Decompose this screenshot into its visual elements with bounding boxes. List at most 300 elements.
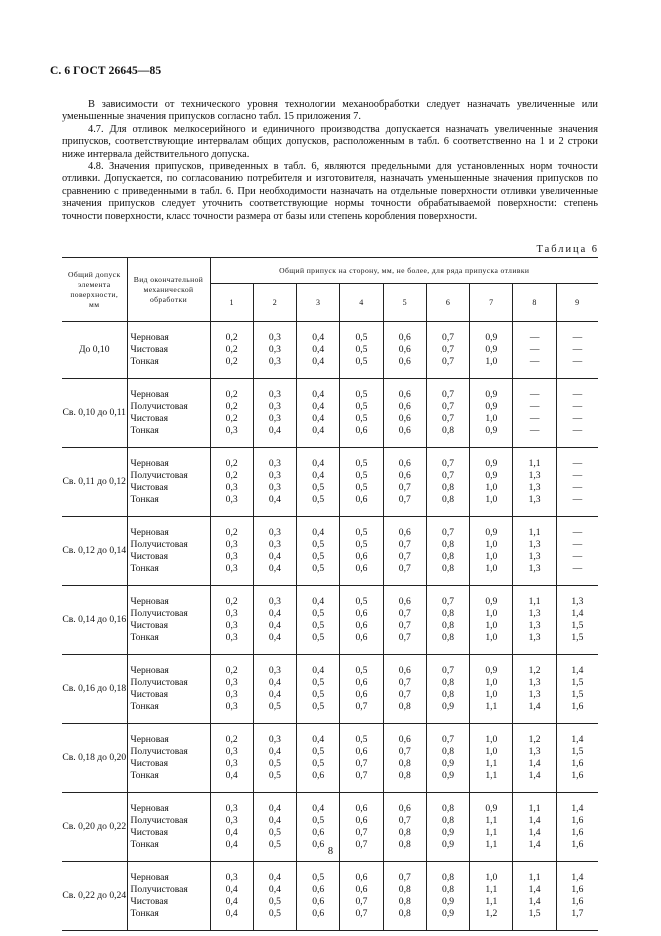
allowance-value-cell: 0,3 bbox=[253, 413, 296, 425]
table-row bbox=[62, 425, 598, 437]
col-header-allowance: Общий припуск на сторону, мм, не более, для ряда припуска отливки bbox=[210, 258, 598, 284]
allowance-value-cell: 0,3 bbox=[210, 539, 253, 551]
allowance-value-cell: 1,2 bbox=[513, 734, 556, 746]
allowance-value-cell: 0,9 bbox=[426, 827, 469, 839]
table-row bbox=[62, 896, 598, 908]
allowance-value-cell: 0,6 bbox=[340, 872, 383, 884]
allowance-value-cell: 0,3 bbox=[253, 458, 296, 470]
allowance-value-cell: 0,9 bbox=[426, 908, 469, 920]
allowance-value-cell: 0,6 bbox=[383, 356, 426, 368]
allowance-value-cell: 1,6 bbox=[556, 815, 598, 827]
machining-type-cell: Черновая bbox=[127, 596, 210, 608]
allowance-value-cell: 0,9 bbox=[470, 344, 513, 356]
allowance-value-cell: 0,5 bbox=[253, 908, 296, 920]
allowance-value-cell: 0,4 bbox=[210, 908, 253, 920]
allowance-value-cell: 0,3 bbox=[253, 665, 296, 677]
allowance-value-cell: 0,4 bbox=[297, 401, 340, 413]
allowance-value-cell: 0,4 bbox=[253, 632, 296, 644]
allowance-value-cell: 0,2 bbox=[210, 389, 253, 401]
allowance-value-cell: — bbox=[556, 527, 598, 539]
table-caption: Таблица 6 bbox=[536, 244, 599, 255]
allowance-value-cell: 0,6 bbox=[383, 803, 426, 815]
allowance-value-cell: — bbox=[556, 494, 598, 506]
table-row bbox=[62, 872, 598, 884]
allowance-value-cell: 0,6 bbox=[297, 884, 340, 896]
allowance-value-cell: — bbox=[556, 458, 598, 470]
allowance-value-cell: 0,3 bbox=[210, 620, 253, 632]
allowance-value-cell: 0,8 bbox=[426, 482, 469, 494]
allowance-value-cell: 0,5 bbox=[340, 665, 383, 677]
allowance-value-cell: 0,7 bbox=[426, 527, 469, 539]
table-row bbox=[62, 356, 598, 368]
allowance-value-cell: 0,3 bbox=[210, 563, 253, 575]
allowance-value-cell: 0,6 bbox=[383, 425, 426, 437]
machining-type-cell: Тонкая bbox=[127, 494, 210, 506]
allowance-value-cell: 0,7 bbox=[383, 539, 426, 551]
allowance-value-cell: 0,6 bbox=[340, 563, 383, 575]
allowance-value-cell: 0,3 bbox=[210, 872, 253, 884]
allowance-value-cell: 0,6 bbox=[383, 458, 426, 470]
allowance-value-cell: 0,8 bbox=[426, 539, 469, 551]
paragraph-4-7: 4.7. Для отливок мелкосерийного и единичного производства допускается назначать увеличенные значения припусков, соответствующие интервалам общих допусков, расположенным в табл. 6 соответственно на 1 и 2 строки ниже интервала действительного допуска. bbox=[62, 124, 598, 160]
tolerance-cell: Св. 0,11 до 0,12 bbox=[62, 476, 126, 487]
allowance-value-cell: 0,6 bbox=[340, 608, 383, 620]
allowance-value-cell: 0,8 bbox=[383, 896, 426, 908]
allowance-value-cell: 0,8 bbox=[383, 770, 426, 782]
allowance-value-cell: 0,8 bbox=[426, 632, 469, 644]
allowance-value-cell: 0,6 bbox=[383, 470, 426, 482]
machining-type-cell: Черновая bbox=[127, 527, 210, 539]
allowance-value-cell: 0,8 bbox=[383, 701, 426, 713]
allowance-value-cell: 0,5 bbox=[340, 734, 383, 746]
allowance-value-cell: 1,3 bbox=[513, 677, 556, 689]
allowance-value-cell: 0,5 bbox=[340, 470, 383, 482]
allowance-value-cell: 1,0 bbox=[470, 677, 513, 689]
allowance-value-cell: 0,4 bbox=[297, 413, 340, 425]
allowance-value-cell: 0,7 bbox=[426, 413, 469, 425]
allowance-value-cell: 0,6 bbox=[340, 620, 383, 632]
allowance-value-cell: 0,9 bbox=[470, 332, 513, 344]
allowance-value-cell: 0,8 bbox=[426, 494, 469, 506]
allowance-value-cell: 0,5 bbox=[297, 539, 340, 551]
allowance-value-cell: 0,9 bbox=[426, 770, 469, 782]
tolerance-cell: Св. 0,22 до 0,24 bbox=[62, 890, 127, 901]
allowance-value-cell: 1,4 bbox=[513, 758, 556, 770]
allowance-value-cell: 0,6 bbox=[340, 689, 383, 701]
allowance-value-cell: 0,9 bbox=[470, 803, 513, 815]
allowance-value-cell: 0,3 bbox=[210, 815, 253, 827]
allowance-value-cell: 0,7 bbox=[426, 401, 469, 413]
table-row bbox=[62, 608, 598, 620]
column-number: 7 bbox=[470, 284, 513, 322]
machining-type-cell: Черновая bbox=[127, 665, 210, 677]
allowance-value-cell: 1,6 bbox=[556, 896, 598, 908]
allowance-value-cell: 1,2 bbox=[470, 908, 513, 920]
allowance-value-cell: 1,4 bbox=[556, 608, 598, 620]
table-row bbox=[62, 332, 598, 344]
machining-type-cell: Получистовая bbox=[127, 677, 210, 689]
allowance-value-cell: 0,9 bbox=[470, 527, 513, 539]
allowance-value-cell: 0,2 bbox=[210, 332, 253, 344]
allowance-value-cell: 0,5 bbox=[253, 839, 296, 851]
table-row bbox=[62, 620, 598, 632]
allowance-value-cell: 0,6 bbox=[383, 413, 426, 425]
allowance-value-cell: 0,3 bbox=[210, 632, 253, 644]
machining-type-cell: Получистовая bbox=[127, 401, 210, 413]
allowance-value-cell: 0,5 bbox=[340, 389, 383, 401]
allowance-value-cell: 0,8 bbox=[426, 689, 469, 701]
page-number: 8 bbox=[327, 846, 334, 857]
allowance-value-cell: 1,0 bbox=[470, 620, 513, 632]
allowance-value-cell: 1,4 bbox=[556, 734, 598, 746]
allowance-value-cell: 0,4 bbox=[297, 527, 340, 539]
allowance-value-cell: 0,6 bbox=[340, 884, 383, 896]
allowance-value-cell: — bbox=[513, 356, 556, 368]
table-row bbox=[62, 770, 598, 782]
allowance-value-cell: 0,9 bbox=[426, 839, 469, 851]
allowance-value-cell: 0,9 bbox=[426, 701, 469, 713]
allowance-value-cell: 0,4 bbox=[253, 746, 296, 758]
allowance-value-cell: 0,8 bbox=[426, 563, 469, 575]
machining-type-cell: Получистовая bbox=[127, 539, 210, 551]
machining-type-cell: Тонкая bbox=[127, 839, 210, 851]
allowance-value-cell: 0,4 bbox=[253, 494, 296, 506]
allowance-value-cell: 1,4 bbox=[513, 827, 556, 839]
allowance-value-cell: 0,9 bbox=[470, 596, 513, 608]
allowance-value-cell: 1,3 bbox=[513, 494, 556, 506]
allowance-value-cell: 0,7 bbox=[340, 896, 383, 908]
allowance-value-cell: 0,4 bbox=[210, 884, 253, 896]
machining-type-cell: Чистовая bbox=[127, 344, 210, 356]
allowance-value-cell: 1,4 bbox=[513, 815, 556, 827]
allowance-value-cell: — bbox=[556, 332, 598, 344]
column-number: 5 bbox=[383, 284, 426, 322]
allowance-value-cell: 0,8 bbox=[426, 746, 469, 758]
allowance-value-cell: 0,5 bbox=[253, 896, 296, 908]
allowance-value-cell: 1,3 bbox=[513, 470, 556, 482]
allowance-value-cell: 0,2 bbox=[210, 527, 253, 539]
machining-type-cell: Чистовая bbox=[127, 827, 210, 839]
allowance-value-cell: 0,8 bbox=[426, 608, 469, 620]
allowance-value-cell: 0,4 bbox=[253, 884, 296, 896]
allowance-value-cell: 1,3 bbox=[513, 539, 556, 551]
allowance-value-cell: 0,4 bbox=[253, 608, 296, 620]
allowance-value-cell: — bbox=[556, 551, 598, 563]
allowance-value-cell: 0,4 bbox=[297, 344, 340, 356]
allowance-value-cell: 1,0 bbox=[470, 413, 513, 425]
allowance-value-cell: 0,5 bbox=[297, 494, 340, 506]
table-row bbox=[62, 470, 598, 482]
allowance-value-cell: 0,2 bbox=[210, 356, 253, 368]
table-row bbox=[62, 527, 598, 539]
allowance-value-cell: 0,6 bbox=[297, 908, 340, 920]
allowance-value-cell: 0,3 bbox=[210, 689, 253, 701]
allowance-value-cell: — bbox=[556, 563, 598, 575]
allowance-value-cell: 0,8 bbox=[426, 425, 469, 437]
allowance-value-cell: 0,4 bbox=[253, 551, 296, 563]
table-row bbox=[62, 908, 598, 920]
allowance-value-cell: — bbox=[556, 356, 598, 368]
allowance-value-cell: 0,6 bbox=[297, 770, 340, 782]
machining-type-cell: Чистовая bbox=[127, 758, 210, 770]
allowance-value-cell: 1,3 bbox=[556, 596, 598, 608]
allowance-value-cell: 0,4 bbox=[297, 389, 340, 401]
allowance-value-cell: 1,1 bbox=[470, 770, 513, 782]
allowance-value-cell: 1,1 bbox=[513, 596, 556, 608]
table-row bbox=[62, 815, 598, 827]
table-row bbox=[62, 632, 598, 644]
allowance-value-cell: 1,1 bbox=[470, 884, 513, 896]
machining-type-cell: Тонкая bbox=[127, 563, 210, 575]
allowance-value-cell: 0,8 bbox=[426, 677, 469, 689]
column-number: 6 bbox=[426, 284, 469, 322]
allowance-value-cell: 0,4 bbox=[297, 425, 340, 437]
allowance-value-cell: — bbox=[556, 539, 598, 551]
allowance-value-cell: 1,7 bbox=[556, 908, 598, 920]
table-row bbox=[62, 401, 598, 413]
allowance-value-cell: 0,7 bbox=[383, 608, 426, 620]
allowance-value-cell: 0,6 bbox=[383, 596, 426, 608]
allowance-value-cell: 0,4 bbox=[297, 596, 340, 608]
allowance-value-cell: — bbox=[556, 389, 598, 401]
allowance-value-cell: 0,3 bbox=[253, 344, 296, 356]
allowance-value-cell: 0,7 bbox=[383, 689, 426, 701]
allowance-value-cell: 0,4 bbox=[297, 458, 340, 470]
table-row bbox=[62, 596, 598, 608]
allowance-value-cell: 0,5 bbox=[253, 770, 296, 782]
allowance-value-cell: — bbox=[556, 470, 598, 482]
allowance-value-cell: 0,3 bbox=[253, 539, 296, 551]
machining-type-cell: Получистовая bbox=[127, 746, 210, 758]
allowance-value-cell: 1,0 bbox=[470, 689, 513, 701]
allowance-value-cell: 0,3 bbox=[210, 758, 253, 770]
allowance-value-cell: 0,3 bbox=[210, 494, 253, 506]
table-row bbox=[62, 539, 598, 551]
table-row bbox=[62, 884, 598, 896]
allowance-value-cell: 0,5 bbox=[297, 608, 340, 620]
allowance-value-cell: 1,4 bbox=[513, 839, 556, 851]
allowance-value-cell: 0,3 bbox=[253, 389, 296, 401]
tolerance-cell: Св. 0,16 до 0,18 bbox=[62, 683, 127, 694]
allowance-value-cell: 0,8 bbox=[383, 884, 426, 896]
allowance-value-cell: 0,7 bbox=[426, 332, 469, 344]
allowance-value-cell: 0,5 bbox=[297, 677, 340, 689]
allowance-value-cell: — bbox=[513, 425, 556, 437]
machining-type-cell: Черновая bbox=[127, 458, 210, 470]
allowance-value-cell: 0,6 bbox=[383, 401, 426, 413]
allowance-value-cell: 0,6 bbox=[340, 815, 383, 827]
allowance-value-cell: 0,4 bbox=[210, 770, 253, 782]
allowance-value-cell: — bbox=[513, 413, 556, 425]
allowance-value-cell: 0,7 bbox=[383, 494, 426, 506]
allowance-value-cell: 0,2 bbox=[210, 458, 253, 470]
allowance-value-cell: 0,4 bbox=[297, 470, 340, 482]
allowance-value-cell: 0,2 bbox=[210, 665, 253, 677]
allowance-value-cell: 0,2 bbox=[210, 401, 253, 413]
tolerance-cell: До 0,10 bbox=[78, 344, 110, 355]
allowance-value-cell: 0,6 bbox=[340, 677, 383, 689]
allowance-value-cell: 1,0 bbox=[470, 539, 513, 551]
allowance-value-cell: 0,5 bbox=[253, 827, 296, 839]
allowance-value-cell: 0,3 bbox=[210, 608, 253, 620]
allowance-value-cell: 1,6 bbox=[556, 770, 598, 782]
allowance-value-cell: 1,0 bbox=[470, 563, 513, 575]
allowance-value-cell: 0,7 bbox=[426, 458, 469, 470]
allowance-value-cell: 0,4 bbox=[297, 356, 340, 368]
allowance-value-cell: — bbox=[513, 401, 556, 413]
table-row bbox=[62, 551, 598, 563]
allowance-value-cell: 0,7 bbox=[340, 839, 383, 851]
allowance-value-cell: 0,5 bbox=[340, 344, 383, 356]
allowance-value-cell: 0,6 bbox=[340, 425, 383, 437]
allowance-value-cell: 0,5 bbox=[340, 332, 383, 344]
allowance-value-cell: 0,8 bbox=[426, 551, 469, 563]
allowance-value-cell: 0,2 bbox=[210, 734, 253, 746]
table-row bbox=[62, 494, 598, 506]
allowance-value-cell: 1,4 bbox=[513, 896, 556, 908]
allowance-value-cell: — bbox=[556, 401, 598, 413]
table-row bbox=[62, 389, 598, 401]
allowance-value-cell: 0,4 bbox=[253, 803, 296, 815]
allowance-value-cell: 0,5 bbox=[253, 758, 296, 770]
allowance-value-cell: 0,5 bbox=[297, 482, 340, 494]
allowance-value-cell: 1,1 bbox=[513, 458, 556, 470]
table-row bbox=[62, 458, 598, 470]
allowance-value-cell: 1,0 bbox=[470, 734, 513, 746]
allowance-value-cell: 0,4 bbox=[210, 827, 253, 839]
allowance-value-cell: 1,1 bbox=[470, 839, 513, 851]
allowance-value-cell: 0,9 bbox=[470, 425, 513, 437]
allowance-value-cell: 0,6 bbox=[297, 896, 340, 908]
allowance-value-cell: 0,7 bbox=[383, 746, 426, 758]
allowance-value-cell: 0,7 bbox=[426, 356, 469, 368]
allowance-value-cell: 0,8 bbox=[426, 884, 469, 896]
allowance-value-cell: 0,8 bbox=[383, 827, 426, 839]
allowance-value-cell: 0,4 bbox=[297, 803, 340, 815]
allowance-value-cell: — bbox=[556, 344, 598, 356]
allowance-value-cell: 0,6 bbox=[383, 527, 426, 539]
allowance-value-cell: 0,5 bbox=[297, 872, 340, 884]
allowance-value-cell: 0,3 bbox=[210, 677, 253, 689]
allowance-value-cell: 0,4 bbox=[253, 677, 296, 689]
allowance-value-cell: 0,9 bbox=[426, 758, 469, 770]
allowance-value-cell: 0,3 bbox=[210, 803, 253, 815]
allowance-value-cell: 1,1 bbox=[470, 815, 513, 827]
allowance-value-cell: 0,6 bbox=[340, 494, 383, 506]
allowance-value-cell: 0,7 bbox=[383, 872, 426, 884]
allowance-value-cell: 1,0 bbox=[470, 608, 513, 620]
allowance-value-cell: 1,5 bbox=[513, 908, 556, 920]
allowance-value-cell: 0,7 bbox=[383, 551, 426, 563]
table-row bbox=[62, 665, 598, 677]
allowance-value-cell: 0,4 bbox=[253, 872, 296, 884]
allowance-value-cell: 0,6 bbox=[383, 344, 426, 356]
allowance-value-cell: 1,1 bbox=[470, 758, 513, 770]
allowance-value-cell: 1,4 bbox=[556, 665, 598, 677]
allowance-value-cell: 0,4 bbox=[210, 896, 253, 908]
machining-type-cell: Черновая bbox=[127, 332, 210, 344]
allowance-value-cell: 0,7 bbox=[383, 632, 426, 644]
allowance-value-cell: 0,8 bbox=[383, 908, 426, 920]
allowance-value-cell: 0,2 bbox=[210, 413, 253, 425]
allowance-value-cell: 0,6 bbox=[383, 734, 426, 746]
column-number: 9 bbox=[556, 284, 598, 322]
allowance-value-cell: 0,4 bbox=[253, 425, 296, 437]
allowance-value-cell: 0,4 bbox=[210, 839, 253, 851]
allowance-value-cell: 0,6 bbox=[383, 389, 426, 401]
allowance-value-cell: 1,4 bbox=[556, 803, 598, 815]
allowance-value-cell: 0,3 bbox=[210, 701, 253, 713]
table-row bbox=[62, 689, 598, 701]
allowance-value-cell: 1,0 bbox=[470, 632, 513, 644]
allowance-value-cell: 0,7 bbox=[340, 770, 383, 782]
allowance-value-cell: 0,2 bbox=[210, 470, 253, 482]
allowance-value-cell: 0,2 bbox=[210, 344, 253, 356]
allowance-value-cell: 0,5 bbox=[297, 758, 340, 770]
allowance-value-cell: 0,3 bbox=[253, 527, 296, 539]
allowance-value-cell: 0,8 bbox=[426, 872, 469, 884]
allowance-value-cell: 0,5 bbox=[340, 596, 383, 608]
machining-type-cell: Тонкая bbox=[127, 770, 210, 782]
allowance-value-cell: 0,7 bbox=[340, 908, 383, 920]
allowance-value-cell: 0,7 bbox=[426, 665, 469, 677]
allowance-value-cell: 1,3 bbox=[513, 620, 556, 632]
allowance-value-cell: 0,5 bbox=[340, 413, 383, 425]
allowance-value-cell: 0,5 bbox=[340, 401, 383, 413]
paragraph-4-8: 4.8. Значения припусков, приведенных в табл. 6, являются предельными для установленных норм точности отливки. Допускается, по согласованию потребителя и изготовителя, назначать уменьшенные значения припусков по сравнению с приведенными в табл. 6. При необходимости назначать на отдельные поверхности отливки увеличенные значения припусков следует уточнить соответствующие нормы точности обрабатываемой поверхности: степень точности поверхности, класс точности размера от базы или степень коробления поверхности. bbox=[62, 161, 598, 222]
allowance-value-cell: — bbox=[513, 344, 556, 356]
allowance-value-cell: 0,4 bbox=[253, 689, 296, 701]
table-row bbox=[62, 563, 598, 575]
table-row bbox=[62, 803, 598, 815]
allowance-value-cell: 1,0 bbox=[470, 482, 513, 494]
allowance-value-cell: 1,2 bbox=[513, 665, 556, 677]
allowance-value-cell: 0,4 bbox=[253, 620, 296, 632]
allowance-value-cell: 0,6 bbox=[340, 632, 383, 644]
page-header: С. 6 ГОСТ 26645—85 bbox=[50, 65, 162, 77]
allowance-value-cell: — bbox=[513, 332, 556, 344]
allowance-value-cell: 0,3 bbox=[210, 746, 253, 758]
allowance-value-cell: 0,9 bbox=[426, 896, 469, 908]
allowance-value-cell: 1,4 bbox=[556, 872, 598, 884]
allowance-value-cell: 0,5 bbox=[297, 815, 340, 827]
table-row bbox=[62, 746, 598, 758]
machining-type-cell: Получистовая bbox=[127, 470, 210, 482]
allowance-value-cell: 0,5 bbox=[297, 701, 340, 713]
allowance-value-cell: 0,7 bbox=[340, 701, 383, 713]
allowance-value-cell: — bbox=[556, 413, 598, 425]
allowance-value-cell: 0,5 bbox=[253, 701, 296, 713]
machining-type-cell: Тонкая bbox=[127, 908, 210, 920]
allowance-value-cell: 0,2 bbox=[210, 596, 253, 608]
allowance-value-cell: 0,5 bbox=[297, 746, 340, 758]
tolerance-cell: Св. 0,18 до 0,20 bbox=[62, 752, 127, 763]
allowance-value-cell: 1,5 bbox=[556, 677, 598, 689]
allowance-value-cell: 0,7 bbox=[340, 827, 383, 839]
table-row bbox=[62, 758, 598, 770]
machining-type-cell: Черновая bbox=[127, 734, 210, 746]
machining-type-cell: Получистовая bbox=[127, 884, 210, 896]
machining-type-cell: Тонкая bbox=[127, 701, 210, 713]
table-row bbox=[62, 482, 598, 494]
allowance-value-cell: 0,4 bbox=[297, 332, 340, 344]
table-row bbox=[62, 344, 598, 356]
tolerance-cell: Св. 0,12 до 0,14 bbox=[62, 545, 127, 556]
allowance-value-cell: 1,5 bbox=[556, 632, 598, 644]
allowance-value-cell: 1,5 bbox=[556, 689, 598, 701]
allowance-value-cell: 1,6 bbox=[556, 827, 598, 839]
machining-type-cell: Тонкая bbox=[127, 356, 210, 368]
